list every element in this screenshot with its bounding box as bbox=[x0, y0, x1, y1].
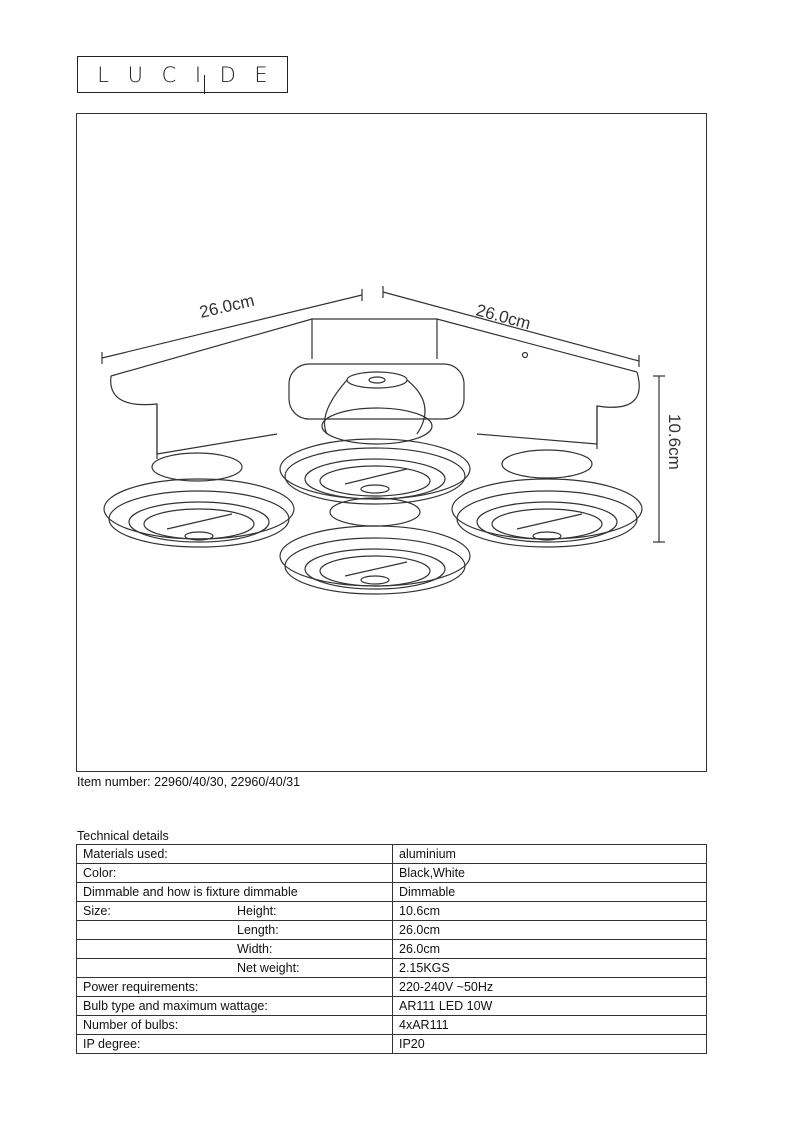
table-row bbox=[77, 1016, 707, 1035]
spec-sublabel: Height: bbox=[237, 904, 277, 918]
logo-divider bbox=[204, 75, 205, 94]
table-row bbox=[77, 902, 707, 921]
spec-label-cell bbox=[77, 940, 393, 959]
spec-label-cell bbox=[77, 921, 393, 940]
spec-label-cell bbox=[77, 978, 393, 997]
spec-value: 26.0cm bbox=[393, 921, 707, 940]
table-row bbox=[77, 921, 707, 940]
spec-label: Bulb type and maximum wattage: bbox=[83, 999, 268, 1013]
spec-label: Size: bbox=[83, 904, 111, 918]
table-row bbox=[77, 845, 707, 864]
lamp-top bbox=[289, 364, 464, 444]
product-line-drawing bbox=[77, 114, 708, 773]
spec-sublabel: Net weight: bbox=[237, 961, 300, 975]
spec-value: Black,White bbox=[393, 864, 707, 883]
lamp-right bbox=[452, 450, 642, 547]
spec-value: 10.6cm bbox=[393, 902, 707, 921]
spec-label-cell bbox=[77, 959, 393, 978]
spec-value: IP20 bbox=[393, 1035, 707, 1054]
lamp-left bbox=[104, 453, 294, 547]
dimension-width-label: 26.0cm bbox=[473, 300, 533, 334]
spec-value: 2.15KGS bbox=[393, 959, 707, 978]
spec-value: 220-240V ~50Hz bbox=[393, 978, 707, 997]
spec-label-cell bbox=[77, 883, 393, 902]
spec-label: Power requirements: bbox=[83, 980, 199, 994]
logo-letters bbox=[78, 57, 287, 92]
table-row bbox=[77, 997, 707, 1016]
technical-details-title: Technical details bbox=[77, 829, 169, 843]
spec-label: Number of bulbs: bbox=[83, 1018, 179, 1032]
spec-sublabel: Width: bbox=[237, 942, 273, 956]
spec-label-cell bbox=[77, 1035, 393, 1054]
spec-value: Dimmable bbox=[393, 883, 707, 902]
spec-label-cell bbox=[77, 845, 393, 864]
logo-letter: I bbox=[194, 62, 202, 87]
logo-letter: C bbox=[161, 62, 177, 87]
table-row bbox=[77, 978, 707, 997]
logo-letter: U bbox=[127, 62, 143, 87]
spec-value: AR111 LED 10W bbox=[393, 997, 707, 1016]
logo-letter: D bbox=[219, 62, 236, 87]
table-row bbox=[77, 1035, 707, 1054]
spec-label-cell bbox=[77, 902, 393, 921]
lamp-front bbox=[280, 498, 470, 594]
spec-label-cell bbox=[77, 864, 393, 883]
spec-label: Color: bbox=[83, 866, 117, 880]
dimension-height-label: 10.6cm bbox=[665, 414, 684, 470]
table-row bbox=[77, 940, 707, 959]
spec-label: Dimmable and how is fixture dimmable bbox=[83, 885, 298, 899]
lamp-center bbox=[280, 439, 470, 504]
spec-label-cell bbox=[77, 997, 393, 1016]
table-row bbox=[77, 883, 707, 902]
item-number: Item number: 22960/40/30, 22960/40/31 bbox=[77, 775, 301, 789]
spec-value: aluminium bbox=[393, 845, 707, 864]
spec-value: 26.0cm bbox=[393, 940, 707, 959]
table-row bbox=[77, 959, 707, 978]
spec-sublabel: Length: bbox=[237, 923, 279, 937]
logo-letter: L bbox=[97, 62, 109, 87]
product-drawing-frame bbox=[76, 113, 707, 772]
spec-label-cell bbox=[77, 1016, 393, 1035]
logo-letter: E bbox=[254, 62, 268, 87]
spec-label: IP degree: bbox=[83, 1037, 141, 1051]
dimension-length-label: 26.0cm bbox=[197, 290, 257, 322]
spec-value: 4xAR111 bbox=[393, 1016, 707, 1035]
table-row bbox=[77, 864, 707, 883]
brand-logo bbox=[77, 56, 288, 93]
technical-details-table bbox=[76, 844, 707, 1054]
spec-label: Materials used: bbox=[83, 847, 168, 861]
